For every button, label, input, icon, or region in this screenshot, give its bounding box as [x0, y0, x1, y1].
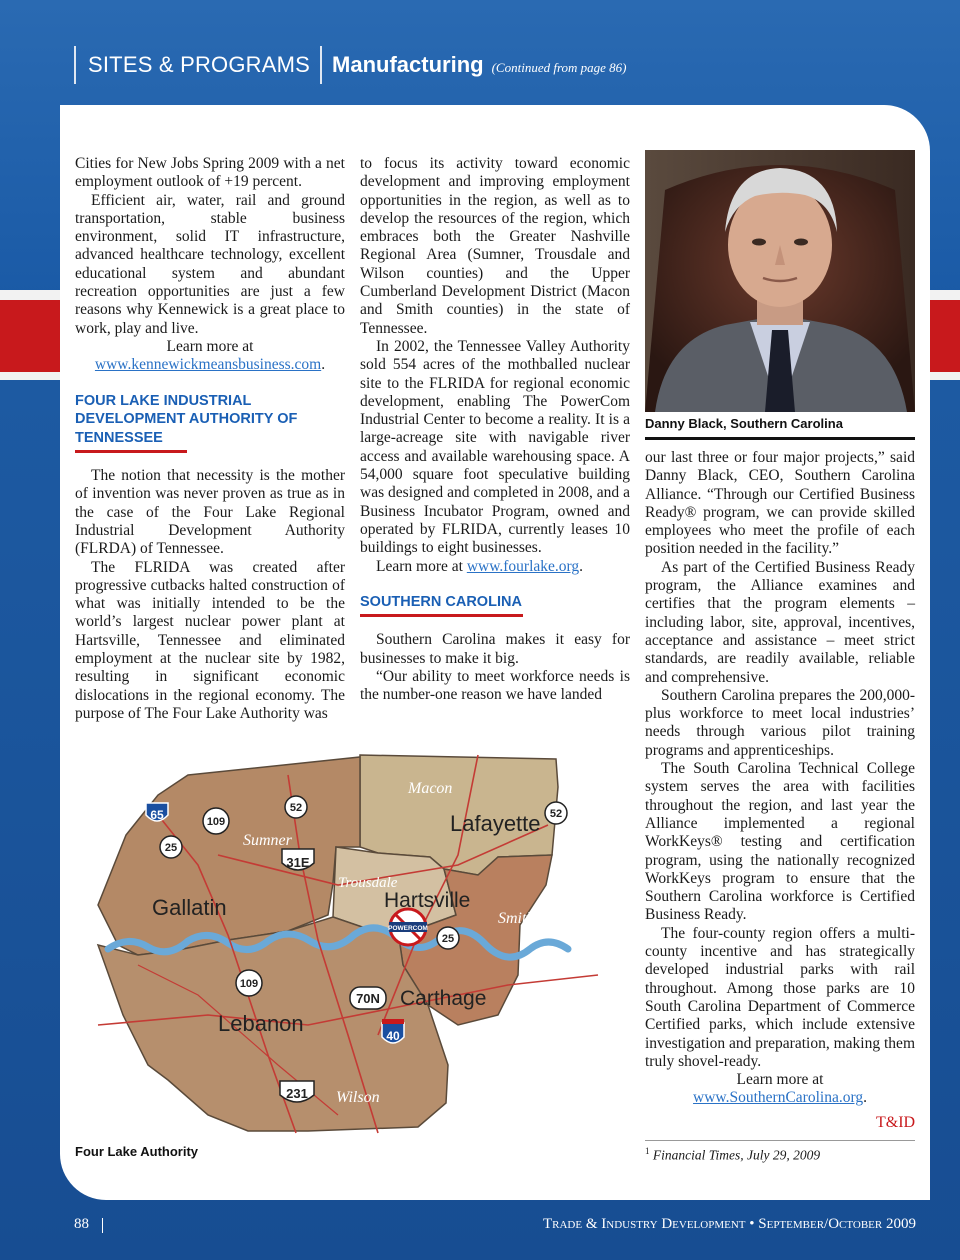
paragraph: In 2002, the Tennessee Valley Authority sold 554 acres of the mothballed nuclear site to the FLRIDA for regional economic development, enabling The PowerCom Industrial Center to become a reality. It is a large-acreage site with navigable river access and available warehousing space. A 54,000 square foot speculative building was designed and completed in 2008, and a Business Incubator Program, owned and operated by FLRIDA, currently leases 10 buildings to eight businesses. — [360, 337, 630, 557]
learn-more-line: www.SouthernCarolina.org. — [693, 1089, 867, 1107]
route-shield-109 — [203, 808, 229, 834]
svg-text:31E: 31E — [286, 855, 310, 870]
svg-text:70N: 70N — [356, 991, 380, 1006]
section-header — [74, 46, 627, 84]
end-mark: T&ID — [876, 1114, 916, 1131]
svg-text:25: 25 — [164, 842, 178, 854]
route-shield-25-east — [437, 927, 459, 949]
photo-caption: Danny Black, Southern Carolina — [645, 416, 843, 431]
paragraph: Efficient air, water, rail and ground transportation, stable business environment, solid IT infrastructure, advanced healthcare technology, excellent educational system and abundant recreation opportunities are just a few reasons why Kennewick is a great place to work, play and live. — [75, 191, 345, 337]
paragraph: to focus its activity toward economic development and improving employment opportunities in the region, as well as to develop the resources of the region, which embraces both the Greater Nashville Regional Area (Sumner, Trousdale and Wilson counties) and the Upper Cumberland Development District (Macon and Smith counties) in the state of Tennessee. — [360, 155, 630, 337]
county-label-smith: Smith — [498, 910, 535, 927]
paragraph: our last three or four major projects,” said Danny Black, CEO, Southern Carolina Alliance. “Through our Certified Business Ready® program, we can provide skilled employees who meet the profile of each position needed in the facility.” — [645, 449, 915, 558]
map-graphic — [78, 735, 618, 1140]
southern-carolina-link[interactable]: www.SouthernCarolina.org — [693, 1089, 864, 1107]
route-shield-25 — [160, 836, 182, 858]
four-lake-heading: FOUR LAKE INDUSTRIAL DEVELOPMENT AUTHORITY OF TENNESSEE — [75, 392, 298, 446]
paragraph: The notion that necessity is the mother of invention was never proven as true as in the case of the Four Lake Regional Industrial Development Authority (FLRDA) of Tennessee. — [75, 467, 345, 558]
map-caption: Four Lake Authority — [75, 1144, 199, 1159]
kennewick-link[interactable]: www.kennewickmeansbusiness.com — [94, 356, 322, 374]
section-label: SITES & PROGRAMS — [88, 52, 311, 77]
route-shield-109-south — [236, 970, 262, 996]
magazine-issue: Trade & Industry Development • September/October 2009 — [542, 1216, 916, 1232]
paragraph: “Our ability to meet workforce needs is the number-one reason we have landed — [360, 667, 630, 704]
county-label-macon: Macon — [408, 780, 453, 797]
route-shield-70n — [350, 987, 386, 1009]
paragraph: Cities for New Jobs Spring 2009 with a net employment outlook of +19 percent. — [75, 155, 345, 191]
learn-more-label: Learn more at — [736, 1071, 824, 1089]
city-label-carthage: Carthage — [400, 987, 487, 1010]
route-shield-231 — [280, 1081, 314, 1102]
topic-label: Manufacturing — [332, 52, 484, 77]
column-3 — [645, 449, 915, 1108]
county-label-trousdale: Trousdale — [338, 875, 398, 891]
portrait-photo — [645, 150, 915, 412]
svg-text:52: 52 — [289, 802, 303, 814]
learn-more-line: Learn more at www.fourlake.org. — [376, 557, 584, 575]
route-shield-31e — [282, 849, 314, 870]
learn-more-line: www.kennewickmeansbusiness.com. — [94, 356, 326, 374]
paragraph: The South Carolina Technical College system serves the area with facilities throughout the region, and last year the Alliance implemented a regional WorkKeys® testing and certification program, using the nationally recognized WorkKeys program to ensure that the Southern Carolina workforce is Certified Business Ready. — [645, 760, 915, 924]
paragraph: Southern Carolina makes it easy for businesses to make it big. — [360, 631, 630, 667]
svg-text:52: 52 — [549, 808, 563, 820]
paragraph: The FLRIDA was created after progressive cutbacks halted construction of what was initially intended to be the world’s largest nuclear power plant at Hartsville, Tennessee and eliminated employment at the nuclear site by 1982, resulting in significant economic dislocations in the regional economy. The purpose of The Four Lake Authority was — [75, 558, 345, 722]
city-label-gallatin: Gallatin — [152, 895, 227, 920]
heading-underline — [75, 450, 187, 453]
city-label-lebanon: Lebanon — [218, 1011, 304, 1036]
paragraph: As part of the Certified Business Ready program, the Alliance examines and certifies that the program elements – including labor, site, approval, incentives, acceptance and assistance – meet strict standards, are readily available, reliable and comprehensive. — [645, 558, 915, 686]
southern-carolina-heading: SOUTHERN CAROLINA — [360, 593, 522, 610]
svg-text:40: 40 — [386, 1029, 400, 1043]
city-label-hartsville: Hartsville — [384, 889, 471, 912]
paragraph: Southern Carolina prepares the 200,000-plus workforce to meet local industries’ needs through various pilot training programs and apprenticeships. — [645, 686, 915, 759]
footnote-rule — [645, 1140, 915, 1141]
learn-more-label: Learn more at — [166, 337, 254, 355]
route-shield-52-east — [545, 802, 567, 824]
continued-note: (Continued from page 86) — [491, 60, 627, 75]
route-shield-40 — [382, 1019, 404, 1043]
footnote: $^1$ Financial Times, July 29, 2009 — [645, 1146, 821, 1163]
county-label-wilson: Wilson — [336, 1089, 380, 1106]
svg-text:25: 25 — [441, 933, 455, 945]
portrait-illustration — [645, 150, 915, 412]
paragraph: The four-county region offers a multi-county incentive and has strategically developed industrial parks with rail throughout. Among those parks are 10 South Carolina Department of Commerce Certified parks, which include extensive investigation and preparation, making them truly shovel-ready. — [645, 924, 915, 1070]
column-1 — [75, 155, 345, 723]
city-label-lafayette: Lafayette — [450, 811, 541, 836]
caption-rule — [645, 437, 915, 440]
fourlake-link[interactable]: www.fourlake.org — [466, 557, 580, 575]
svg-text:109: 109 — [239, 978, 259, 990]
heading-underline — [360, 614, 523, 617]
svg-text:231: 231 — [286, 1086, 308, 1101]
powercom-label: POWERCOM — [388, 925, 428, 932]
route-shield-52 — [285, 796, 307, 818]
svg-text:65: 65 — [150, 808, 164, 822]
footer-divider — [102, 1218, 103, 1233]
column-2 — [360, 155, 630, 705]
county-map — [78, 735, 618, 1140]
page-number: 88 — [74, 1216, 89, 1232]
svg-text:109: 109 — [206, 816, 226, 828]
county-label-sumner: Sumner — [243, 832, 292, 849]
